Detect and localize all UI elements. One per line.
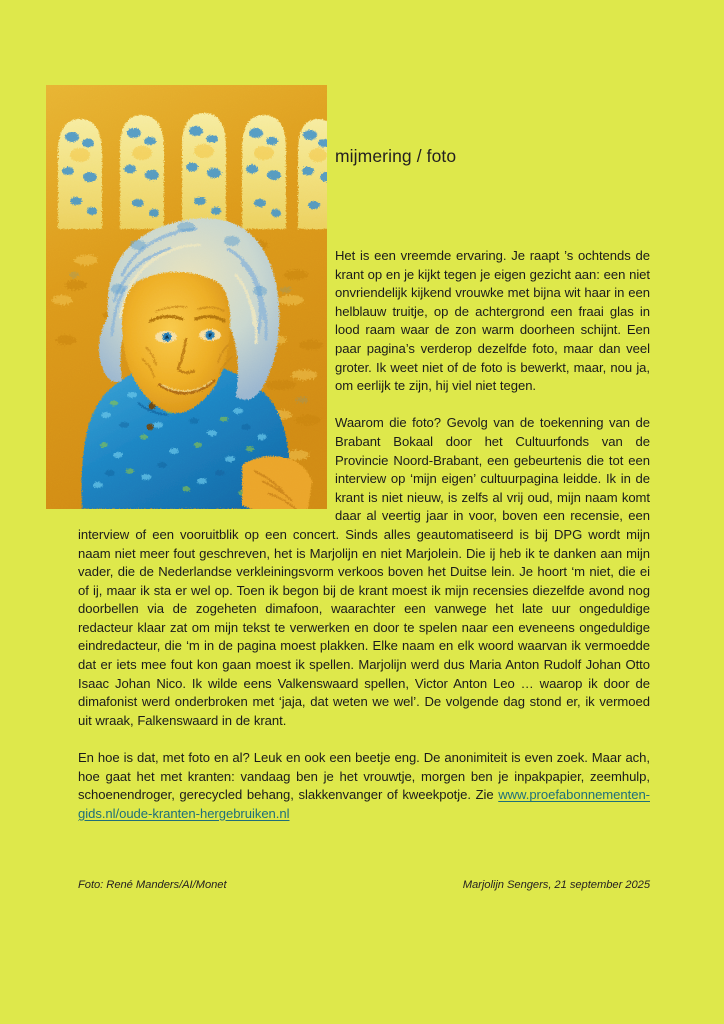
proefabonnementen-gids-link[interactable]: www.proefabonnementen-gids.nl/oude-kranten-hergebruiken.nl xyxy=(78,787,650,821)
image-float-spacer xyxy=(78,85,335,509)
footer xyxy=(78,879,650,891)
byline: Marjolijn Sengers, 21 september 2025 xyxy=(462,879,650,891)
photo-credit: Foto: René Manders/AI/Monet xyxy=(78,879,227,891)
page-title: mijmering / foto xyxy=(335,146,457,166)
paragraph-3 xyxy=(78,730,650,823)
paragraph-2: Waarom die foto? Gevolg van de toekenning van de Brabant Bokaal door het Cultuurfonds van de Provincie Noord-Brabant, een gebeurtenis die tot een interview op ‘mijn eigen’ cultuurpagina leidde. Ik in de krant is niet nieuw, is zelfs al vrij oud, mijn naam komt daar al veertig jaar in voor, boven een recensie, een interview of een vooruitblik op een concert. Sinds alles geautomatiseerd is bij DPG wordt mijn naam niet meer fout geschreven, het is Marjolijn en niet Marjolein. Die ij heb ik te danken aan mijn vader, die de Nederlandse verkleiningsvorm verkoos boven het Duitse lein. Je hoort ‘m niet, die ei of ij, maar ik sta er wel op. Toen ik begon bij de krant moest ik mijn recensies diezelfde avond nog doorbellen via de zogeheten dimafoon, waarachter een vanwege het late uur ongeduldige redacteur klaar zat om mijn tekst te verwerken en door te spelen naar een eveneens ongeduldige eindredacteur, die ‘m in de pagina moest plakken. Elke naam en elk woord waarvan ik vermoedde dat er iets mee fout kon gaan moest ik spellen. Marjolijn werd dus Maria Anton Rudolf Johan Otto Isaac Johan Nico. Ik wilde eens Valkenswaard spellen, Victor Anton Leo … waarop ik door de dimafonist werd onderbroken met ‘jaja, dat weten we wel’. De volgende dag stond er, ik vermoed uit wraak, Falkenswaard in de krant. xyxy=(78,415,650,728)
paragraph-1: Het is een vreemde ervaring. Je raapt ’s ochtends de krant op en je kijkt tegen je eigen gezicht aan: een niet onvriendelijk kijkend vrouwke met bijna wit haar in een helblauw truitje, op de achtergrond een fraai glas in lood raam waar de zon warm doorheen schijnt. Een paar pagina’s verderop dezelfde foto, maar dan veel groter. Ik weet niet of de foto is bewerkt, maar, nou ja, om eerlijk te zijn, hij viel niet tegen. xyxy=(335,248,650,394)
paragraph-3-lead: En hoe is dat, met foto en al? Leuk en ook een beetje eng. De anonimiteit is even zoek. Maar ach, hoe gaat het met kranten: vandaag ben je het vrouwtje, morgen ben je inpakpapier, zeemhulp, schoenendroger, gerecycled behang, slakkenvanger of kweekpotje. Zie xyxy=(78,750,650,803)
article-content xyxy=(78,85,650,823)
